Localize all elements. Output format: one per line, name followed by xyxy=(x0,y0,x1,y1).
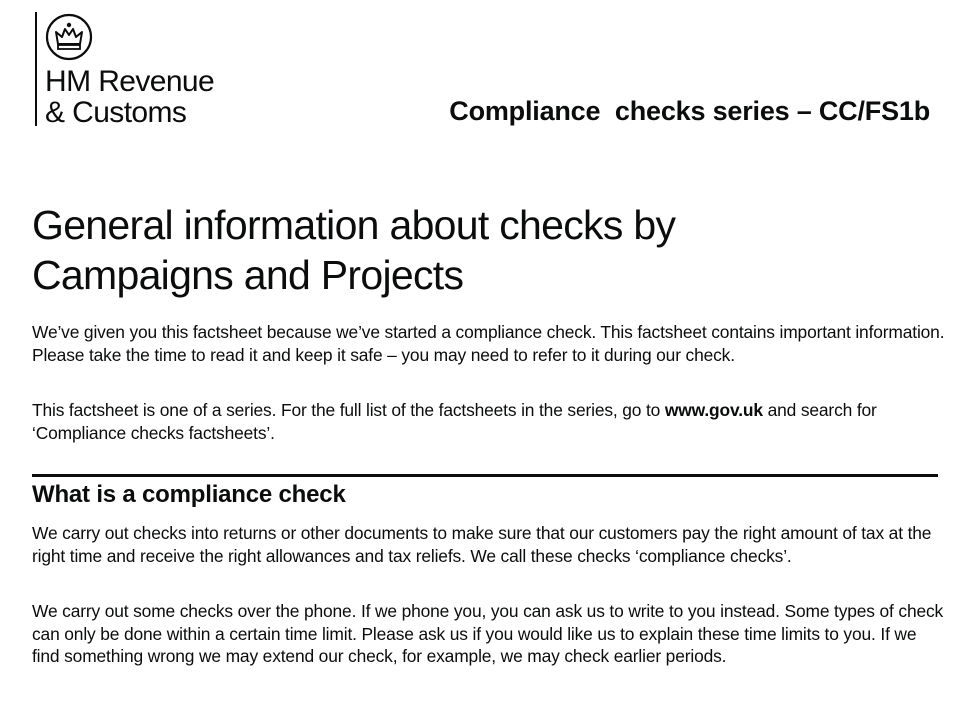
org-name-line2: & Customs xyxy=(45,96,187,129)
intro-paragraph-1: We’ve given you this factsheet because we’ve started a compliance check. This factsheet contains important information. Please take the time to read it and keep it safe – you may need to refer to it during our check. xyxy=(32,322,945,365)
org-name-line1: HM Revenue xyxy=(45,65,215,98)
section-paragraph-2: We carry out some checks over the phone. If we phone you, you can ask us to write to you instead. Some types of check can only be done within a certain time limit. Please ask us if you would like us to explain these time limits to you. If we find something wrong we may extend our check, for example, we may check earlier periods. xyxy=(32,601,944,666)
series-title: Compliance checks series – CC/FS1b xyxy=(449,96,930,126)
intro-paragraph-2-text-before: This factsheet is one of a series. For the full list of the factsheets in the series, go to xyxy=(32,400,665,420)
page-title-line2: Campaigns and Projects xyxy=(32,252,464,298)
page-title-line1: General information about checks by xyxy=(32,202,676,248)
gov-uk-link[interactable]: www.gov.uk xyxy=(664,400,763,420)
org-name xyxy=(45,66,214,128)
section-heading: What is a compliance check xyxy=(32,481,346,508)
royal-crest-icon xyxy=(45,13,93,61)
intro-paragraph-2-text-after: and search for ‘Compliance checks factsheets’. xyxy=(32,400,877,443)
section-paragraph-1: We carry out checks into returns or other documents to make sure that our customers pay the right amount of tax at the right time and receive the right allowances and tax reliefs. We call these checks ‘compliance checks’. xyxy=(32,523,932,566)
logo-divider xyxy=(35,12,37,126)
intro-paragraph-2 xyxy=(32,399,947,444)
page-title xyxy=(32,200,912,300)
section-divider xyxy=(32,474,938,477)
